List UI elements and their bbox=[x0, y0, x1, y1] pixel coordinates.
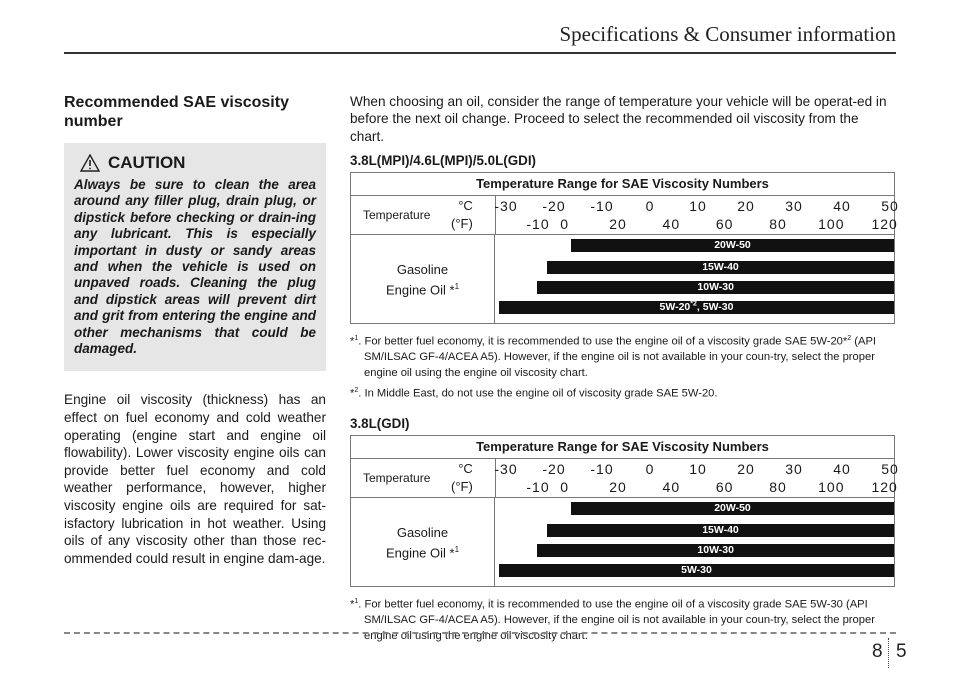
celsius-tick-label: -30 bbox=[494, 461, 518, 478]
footer-rule bbox=[64, 632, 896, 634]
celsius-tick-label: 10 bbox=[689, 198, 707, 215]
celsius-tick-label: 30 bbox=[785, 461, 803, 478]
oil-row bbox=[351, 235, 894, 323]
viscosity-grade-bar bbox=[499, 564, 894, 577]
celsius-tick-label: 40 bbox=[833, 198, 851, 215]
chart-title: Temperature Range for SAE Viscosity Numbers bbox=[351, 173, 894, 196]
fahrenheit-tick-label: 60 bbox=[715, 216, 734, 233]
viscosity-paragraph: Engine oil viscosity (thickness) has an effect on fuel economy and cold weather operating (engine start and engine oil flowability). Lower viscosity engine oils can provide better fuel economy and cold weather performance, however, higher viscosity engine oils are required for sat-isfactory lubrication in hot weather. Using oils of any viscosity other than those rec-ommended could result in engine dam-age. bbox=[64, 392, 326, 566]
celsius-tick-label: 10 bbox=[689, 461, 707, 478]
fahrenheit-tick-label: 100 bbox=[818, 216, 845, 233]
footnote-mark: * bbox=[350, 599, 355, 612]
page-header-title: Specifications & Consumer information bbox=[559, 22, 896, 46]
unit-column bbox=[451, 460, 473, 496]
footnote-sup: 2 bbox=[354, 387, 359, 395]
viscosity-grade-bar bbox=[537, 281, 894, 294]
viscosity-grade-bar bbox=[547, 261, 894, 274]
caution-text: Always be sure to clean the area around any filler plug, drain plug, or dipstick before checking or drain-ing any lubricant. This is especially important in dusty or sandy areas and when the vehicle is used on unpaved roads. Cleaning the plug and dipstick areas will prevent dirt and grit from entering the engine and other mechanisms that could be damaged. bbox=[74, 177, 316, 357]
header-rule bbox=[64, 52, 896, 54]
fahrenheit-tick-label: 100 bbox=[818, 479, 845, 496]
fahrenheit-tick-label: -10 bbox=[526, 216, 550, 233]
oil-label-line-2: Engine Oil * bbox=[385, 281, 455, 297]
grade-bars bbox=[495, 235, 894, 323]
oil-label-line-2: Engine Oil * bbox=[385, 544, 455, 560]
temperature-label-cell bbox=[351, 459, 496, 497]
footnote-sup-inline: 2 bbox=[847, 335, 852, 343]
celsius-tick-label: -30 bbox=[494, 198, 518, 215]
viscosity-grade-bar bbox=[571, 239, 894, 252]
celsius-tick-label: 20 bbox=[737, 461, 755, 478]
viscosity-grade-bar bbox=[571, 502, 894, 515]
celsius-tick-label: 0 bbox=[645, 198, 655, 215]
grade-label: 15W-40 bbox=[702, 261, 739, 274]
chapter-number: 8 bbox=[872, 641, 883, 662]
temperature-label-cell bbox=[351, 196, 496, 234]
grade-label: 5W-20 bbox=[659, 301, 691, 314]
celsius-tick-label: 0 bbox=[645, 461, 655, 478]
footnote-text: . For better fuel economy, it is recommended to use the engine oil of a viscosity grade SAE 5W-20* bbox=[358, 335, 848, 348]
intro-paragraph: When choosing an oil, consider the range of temperature your vehicle will be operat-ed in before the next oil change. Proceed to select the recommended oil viscosity from the chart. bbox=[350, 94, 887, 144]
footnote-sup: 1 bbox=[354, 598, 359, 606]
grade-label: 5W-30 bbox=[681, 564, 712, 577]
fahrenheit-tick-label: 0 bbox=[560, 479, 570, 496]
grade-label-suffix: , 5W-30 bbox=[696, 301, 734, 314]
section-heading: Recommended SAE viscosity number bbox=[64, 94, 289, 130]
viscosity-chart-1 bbox=[350, 172, 899, 324]
footnote-mark: * bbox=[350, 387, 355, 400]
fahrenheit-tick-label: 20 bbox=[609, 216, 627, 233]
page-number-separator bbox=[888, 638, 889, 668]
warning-triangle-icon bbox=[80, 154, 100, 172]
grade-bars bbox=[495, 498, 894, 586]
fahrenheit-tick-label: 0 bbox=[560, 216, 570, 233]
grade-label-sup: *2 bbox=[690, 300, 697, 308]
temperature-row bbox=[351, 196, 899, 235]
celsius-tick-label: 40 bbox=[833, 461, 851, 478]
celsius-tick-label: 20 bbox=[737, 198, 755, 215]
temperature-label: Temperature bbox=[363, 471, 431, 486]
viscosity-grade-bar bbox=[537, 544, 894, 557]
temperature-label: Temperature bbox=[363, 208, 431, 223]
grade-label: 20W-50 bbox=[714, 239, 751, 252]
fahrenheit-unit: (°F) bbox=[451, 479, 473, 495]
right-column bbox=[350, 93, 899, 644]
grade-label: 15W-40 bbox=[702, 524, 739, 537]
oil-label-sup: 1 bbox=[454, 544, 460, 554]
celsius-tick-label: -10 bbox=[590, 198, 614, 215]
chart-heading-1: 3.8L(MPI)/4.6L(MPI)/5.0L(GDI) bbox=[350, 153, 536, 169]
celsius-tick-label: 50 bbox=[881, 461, 899, 478]
viscosity-grade-bar bbox=[547, 524, 894, 537]
unit-column bbox=[451, 197, 473, 233]
fahrenheit-unit: (°F) bbox=[451, 216, 473, 232]
temperature-row bbox=[351, 459, 899, 498]
footnote bbox=[350, 331, 895, 381]
oil-row bbox=[351, 498, 894, 586]
celsius-tick-label: -10 bbox=[590, 461, 614, 478]
fahrenheit-tick-label: 40 bbox=[662, 479, 681, 496]
caution-label: CAUTION bbox=[108, 153, 186, 172]
fahrenheit-tick-label: 40 bbox=[662, 216, 681, 233]
celsius-unit: °C bbox=[458, 198, 473, 214]
oil-label-line-1: Gasoline bbox=[396, 261, 449, 277]
footnote-text: . In Middle East, do not use the engine oil of viscosity grade SAE 5W-20. bbox=[358, 387, 718, 400]
celsius-tick-label: 50 bbox=[881, 198, 899, 215]
footnote bbox=[350, 594, 895, 644]
chart-title: Temperature Range for SAE Viscosity Numbers bbox=[351, 436, 894, 459]
footnote-sup: 1 bbox=[354, 335, 359, 343]
left-column bbox=[64, 93, 326, 567]
temperature-scale bbox=[494, 196, 899, 234]
footnote bbox=[350, 383, 895, 402]
fahrenheit-tick-label: 60 bbox=[715, 479, 734, 496]
oil-label-sup: 1 bbox=[454, 281, 460, 291]
fahrenheit-tick-label: 80 bbox=[769, 216, 787, 233]
footnote-text-cont: (API SM/ILSAC GF-4/ACEA A5). However, if the engine oil is not available in your coun-try, select the proper engine oil using the engine oil viscosity chart. bbox=[364, 335, 877, 379]
fahrenheit-tick-label: 20 bbox=[609, 479, 627, 496]
oil-row-label bbox=[351, 498, 495, 586]
fahrenheit-tick-label: 120 bbox=[871, 216, 898, 233]
footnote-mark: * bbox=[350, 335, 355, 348]
celsius-tick-label: -20 bbox=[542, 198, 566, 215]
footnote-text: . For better fuel economy, it is recommended to use the engine oil of a viscosity grade SAE 5W-30 (API SM/ILSAC GF-4/ACEA A5). However, if the engine oil is not available in your coun-try, select the proper engine oil using the engine oil viscosity chart. bbox=[358, 599, 875, 642]
fahrenheit-tick-label: 80 bbox=[769, 479, 787, 496]
celsius-unit: °C bbox=[458, 461, 473, 477]
caution-title bbox=[74, 153, 316, 173]
grade-label: 10W-30 bbox=[697, 544, 734, 557]
grade-label: 20W-50 bbox=[714, 502, 751, 515]
fahrenheit-tick-label: 120 bbox=[871, 479, 898, 496]
celsius-tick-label: -20 bbox=[542, 461, 566, 478]
viscosity-chart-2 bbox=[350, 435, 899, 587]
page-number: 5 bbox=[896, 641, 907, 662]
celsius-tick-label: 30 bbox=[785, 198, 803, 215]
grade-label: 10W-30 bbox=[697, 281, 734, 294]
chart-heading-2: 3.8L(GDI) bbox=[350, 416, 410, 432]
fahrenheit-tick-label: -10 bbox=[526, 479, 550, 496]
caution-box bbox=[64, 143, 326, 371]
viscosity-grade-bar bbox=[499, 301, 894, 314]
temperature-scale bbox=[494, 459, 899, 497]
oil-label-line-1: Gasoline bbox=[396, 524, 449, 540]
oil-row-label bbox=[351, 235, 495, 323]
